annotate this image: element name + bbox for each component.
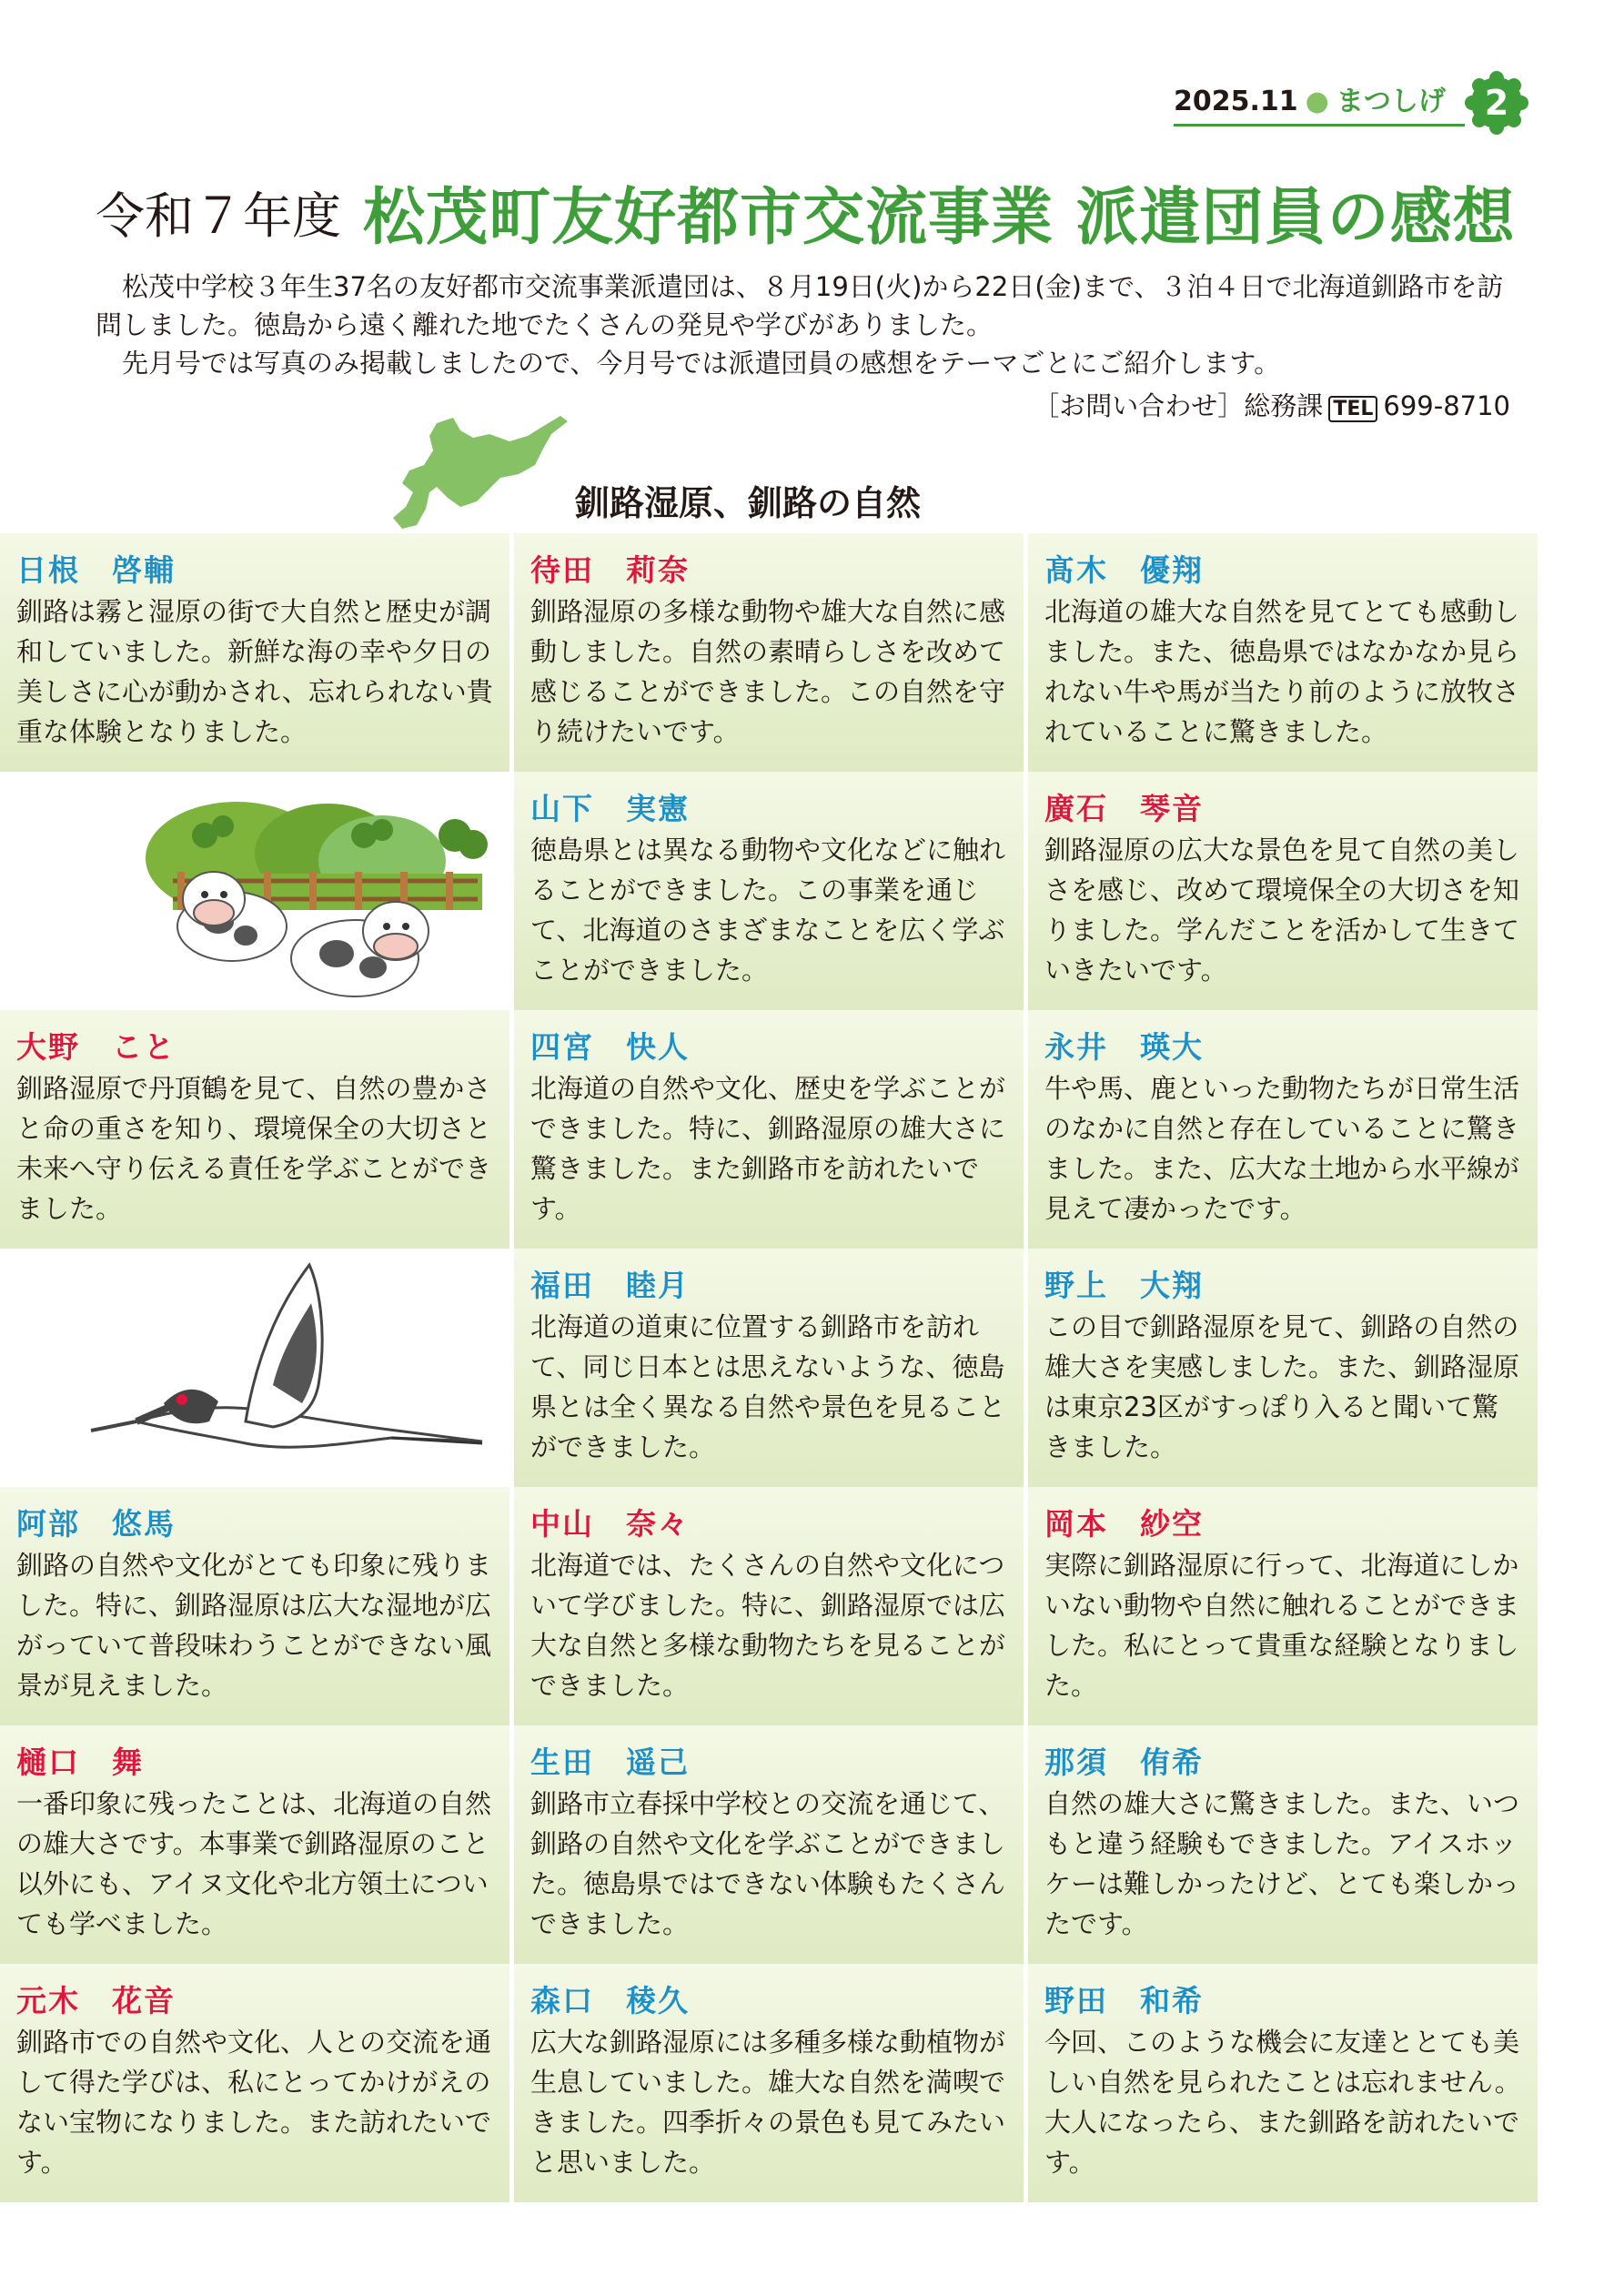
comment-author: 元木 花音 bbox=[16, 1983, 176, 2018]
comment-card bbox=[514, 1487, 1024, 1725]
comment-card bbox=[0, 1725, 509, 1964]
comment-card bbox=[514, 1010, 1024, 1249]
comment-card bbox=[514, 1249, 1024, 1487]
issue-header bbox=[1174, 78, 1446, 118]
title-main: 松茂町友好都市交流事業 派遣団員の感想 bbox=[363, 182, 1516, 254]
comment-card bbox=[1028, 1487, 1538, 1725]
theme-heading: 釧路湿原、釧路の自然 bbox=[575, 483, 922, 523]
contact-number: 699-8710 bbox=[1383, 390, 1510, 421]
issue-date: 2025.11 bbox=[1174, 86, 1298, 117]
header-rule bbox=[1174, 124, 1465, 126]
magazine-name: まつしげ bbox=[1336, 86, 1446, 117]
comment-text: 実際に釧路湿原に行って、北海道にしかいない動物や自然に触れることができました。私にとって貴重な経験となりました。 bbox=[1044, 1550, 1520, 1701]
comment-text: 自然の雄大さに驚きました。また、いつもと違う経験もできました。アイスホッケーは難しかったけど、とても楽しかったです。 bbox=[1044, 1788, 1520, 1939]
comment-card bbox=[514, 1964, 1024, 2202]
comment-card bbox=[1028, 1725, 1538, 1964]
cows-hills-icon bbox=[0, 772, 509, 1010]
comment-card bbox=[0, 1010, 509, 1249]
comment-text: 釧路市での自然や文化、人との交流を通して得た学びは、私にとってかけがえのない宝物になりました。また訪れたいです。 bbox=[16, 2027, 492, 2178]
comment-card bbox=[1028, 533, 1538, 772]
comment-author: 永井 瑛大 bbox=[1044, 1029, 1204, 1065]
comment-text: 今回、このような機会に友達ととても美しい自然を見られたことは忘れません。大人になったら、また釧路を訪れたいです。 bbox=[1044, 2027, 1521, 2178]
comment-author: 阿部 悠馬 bbox=[16, 1506, 176, 1542]
comment-text: 北海道の道東に位置する釧路市を訪れて、同じ日本とは思えないような、徳島県とは全く異なる自然や景色を見ることができました。 bbox=[530, 1311, 1006, 1462]
intro-line-2: 先月号では写真のみ掲載しましたので、今月号では派遣団員の感想をテーマごとにご紹介します。 bbox=[122, 348, 1281, 379]
comment-author: 野田 和希 bbox=[1044, 1983, 1204, 2018]
comment-author: 待田 莉奈 bbox=[530, 552, 690, 588]
comment-card bbox=[1028, 772, 1538, 1010]
comment-author: 那須 侑希 bbox=[1044, 1745, 1204, 1780]
page-number-badge bbox=[1465, 71, 1528, 135]
comment-author: 森口 稜久 bbox=[530, 1983, 690, 2018]
comment-card bbox=[514, 772, 1024, 1010]
title-prefix: 令和７年度 bbox=[96, 187, 341, 245]
hokkaido-map-icon bbox=[382, 414, 582, 532]
comment-text: 北海道では、たくさんの自然や文化について学びました。特に、釧路湿原では広大な自然と多様な動物たちを見ることができました。 bbox=[530, 1550, 1006, 1701]
comment-author: 中山 奈々 bbox=[530, 1506, 690, 1542]
comment-text: 釧路は霧と湿原の街で大自然と歴史が調和していました。新鮮な海の幸や夕日の美しさに心が動かされ、忘れられない貴重な体験となりました。 bbox=[16, 596, 493, 747]
comment-author: 廣石 琴音 bbox=[1044, 791, 1204, 826]
comments-grid bbox=[0, 533, 1538, 2202]
tel-icon: TEL bbox=[1328, 396, 1377, 422]
comment-author: 岡本 紗空 bbox=[1044, 1506, 1204, 1542]
comment-author: 野上 大翔 bbox=[1044, 1268, 1204, 1303]
comment-author: 髙木 優翔 bbox=[1044, 552, 1204, 588]
comment-text: 北海道の自然や文化、歴史を学ぶことができました。特に、釧路湿原の雄大さに驚きました。また釧路市を訪れたいです。 bbox=[530, 1073, 1006, 1224]
comment-card bbox=[0, 1487, 509, 1725]
comment-author: 樋口 舞 bbox=[16, 1745, 144, 1780]
comment-card bbox=[1028, 1964, 1538, 2202]
comment-card bbox=[514, 1725, 1024, 1964]
comment-text: 釧路湿原で丹頂鶴を見て、自然の豊かさと命の重さを知り、環境保全の大切さと未来へ守り伝える責任を学ぶことができました。 bbox=[16, 1073, 492, 1224]
contact-info bbox=[1033, 386, 1510, 423]
bullet-dot-icon: ● bbox=[1305, 86, 1329, 117]
page-title bbox=[96, 168, 1516, 257]
comment-card bbox=[1028, 1249, 1538, 1487]
comment-card bbox=[0, 1964, 509, 2202]
comment-text: 徳島県とは異なる動物や文化などに触れることができました。この事業を通じて、北海道のさまざまなことを広く学ぶことができました。 bbox=[530, 834, 1006, 986]
comment-author: 福田 睦月 bbox=[530, 1268, 690, 1303]
comment-author: 大野 こと bbox=[16, 1029, 176, 1065]
cows-illustration bbox=[0, 772, 509, 1010]
comment-card bbox=[1028, 1010, 1538, 1249]
comment-author: 四宮 快人 bbox=[530, 1029, 690, 1065]
comment-text: 釧路の自然や文化がとても印象に残りました。特に、釧路湿原は広大な湿地が広がっていて普段味わうことができない風景が見えました。 bbox=[16, 1550, 492, 1701]
intro-text bbox=[96, 268, 1515, 382]
intro-line-1: 松茂中学校３年生37名の友好都市交流事業派遣団は、８月19日(火)から22日(金)まで、３泊４日で北海道釧路市を訪問しました。徳島から遠く離れた地でたくさんの発見や学びがありました。 bbox=[96, 271, 1504, 340]
comment-text: 広大な釧路湿原には多種多様な動植物が生息していました。雄大な自然を満喫できました。四季折々の景色も見てみたいと思いました。 bbox=[530, 2027, 1006, 2178]
red-crowned-crane-icon bbox=[0, 1249, 509, 1487]
contact-label: ［お問い合わせ］総務課 bbox=[1033, 390, 1324, 421]
comment-text: この目で釧路湿原を見て、釧路の自然の雄大さを実感しました。また、釧路湿原は東京23区がすっぽり入ると聞いて驚きました。 bbox=[1044, 1311, 1520, 1462]
comment-card bbox=[0, 533, 509, 772]
comment-text: 釧路市立春採中学校との交流を通じて、釧路の自然や文化を学ぶことができました。徳島県ではできない体験もたくさんできました。 bbox=[530, 1788, 1006, 1939]
comment-text: 釧路湿原の広大な景色を見て自然の美しさを感じ、改めて環境保全の大切さを知りました。学んだことを活かして生きていきたいです。 bbox=[1044, 834, 1520, 986]
comment-text: 一番印象に残ったことは、北海道の自然の雄大さです。本事業で釧路湿原のこと以外にも、アイヌ文化や北方領土についても学べました。 bbox=[16, 1788, 492, 1939]
comment-author: 山下 実憲 bbox=[530, 791, 690, 826]
comment-text: 釧路湿原の多様な動物や雄大な自然に感動しました。自然の素晴らしさを改めて感じることができました。この自然を守り続けたいです。 bbox=[530, 596, 1006, 747]
page-number: 2 bbox=[1484, 83, 1509, 123]
crane-illustration bbox=[0, 1249, 509, 1487]
comment-text: 牛や馬、鹿といった動物たちが日常生活のなかに自然と存在していることに驚きました。また、広大な土地から水平線が見えて凄かったです。 bbox=[1044, 1073, 1520, 1224]
comment-card bbox=[514, 533, 1024, 772]
comment-author: 日根 啓輔 bbox=[16, 552, 176, 588]
comment-author: 生田 遥己 bbox=[530, 1745, 690, 1780]
comment-text: 北海道の雄大な自然を見てとても感動しました。また、徳島県ではなかなか見られない牛や馬が当たり前のように放牧されていることに驚きました。 bbox=[1044, 596, 1520, 747]
